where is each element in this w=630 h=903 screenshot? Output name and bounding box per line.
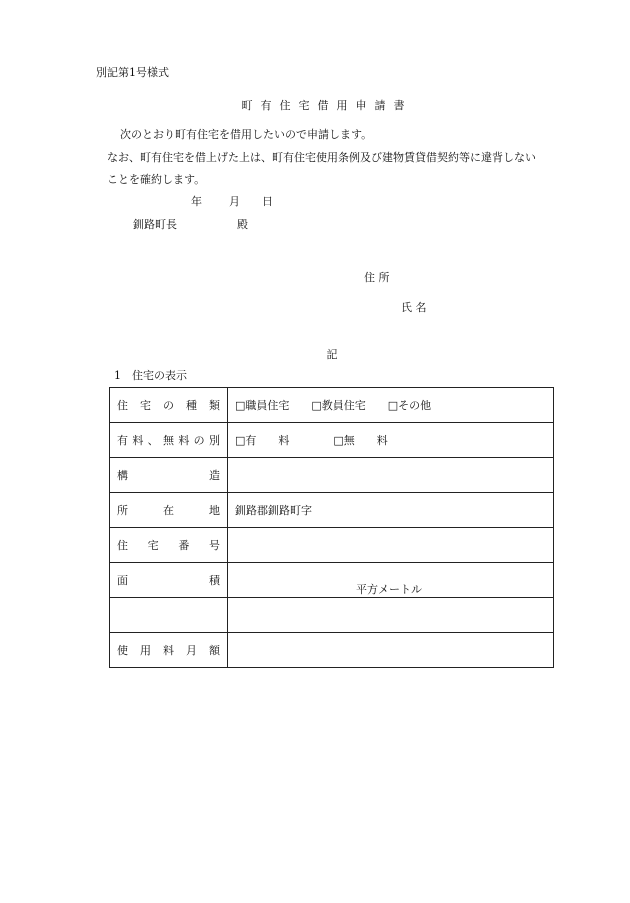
- form-number: 別記第1号様式: [96, 66, 169, 79]
- label-char: 月: [186, 644, 197, 657]
- label-char: 別: [208, 434, 220, 447]
- label-char: 住: [117, 539, 128, 552]
- label-char: の: [193, 434, 205, 447]
- table-row: [110, 458, 554, 493]
- addressee: 釧路町長: [133, 218, 177, 231]
- table-row: [110, 388, 554, 423]
- label-char: 造: [209, 469, 220, 482]
- label-char: 所: [117, 504, 128, 517]
- row-value[interactable]: [228, 493, 554, 528]
- row-value[interactable]: [228, 528, 554, 563]
- value-text: 釧路郡釧路町字: [235, 504, 312, 517]
- house-details-table: [109, 387, 554, 668]
- label-char: 料: [178, 434, 190, 447]
- label-char: 使: [117, 644, 128, 657]
- label-char: 積: [209, 574, 220, 587]
- row-value[interactable]: [228, 423, 554, 458]
- row-value[interactable]: [228, 388, 554, 423]
- applicant-address-label: 住 所: [364, 271, 390, 284]
- area-unit: 平方メートル: [356, 583, 422, 596]
- value-text: □有 料 □無 料: [235, 434, 388, 447]
- row-value[interactable]: [228, 598, 554, 633]
- row-label: [110, 388, 228, 423]
- label-char: 料: [163, 644, 174, 657]
- value-text: □職員住宅 □教員住宅 □その他: [235, 399, 432, 412]
- label-char: 額: [209, 644, 220, 657]
- row-label: [110, 458, 228, 493]
- table-row: [110, 493, 554, 528]
- intro-line-1: 次のとおり町有住宅を借用したいので申請します。: [120, 128, 373, 141]
- label-char: 料: [132, 434, 144, 447]
- row-label: [110, 633, 228, 668]
- label-char: の: [163, 399, 174, 412]
- label-char: 号: [208, 539, 220, 552]
- table-row: [110, 633, 554, 668]
- label-char: 無: [162, 434, 174, 447]
- row-value[interactable]: [228, 563, 554, 598]
- date-month-label: 月: [229, 195, 240, 208]
- row-value[interactable]: [228, 633, 554, 668]
- table-row: [110, 598, 554, 633]
- label-char: 有: [117, 434, 128, 447]
- label-char: 宅: [147, 539, 159, 552]
- row-label: [110, 528, 228, 563]
- label-char: 、: [147, 434, 159, 447]
- label-char: 住: [117, 399, 128, 412]
- label-char: 宅: [140, 399, 151, 412]
- date-day-label: 日: [262, 195, 273, 208]
- label-char: 在: [163, 504, 174, 517]
- row-label: [110, 563, 228, 598]
- label-char: 類: [209, 399, 220, 412]
- section-heading: 1 住宅の表示: [114, 369, 187, 382]
- label-char: 地: [209, 504, 220, 517]
- date-year-label: 年: [191, 195, 202, 208]
- ki-heading: 記: [326, 348, 338, 361]
- table-row: [110, 423, 554, 458]
- applicant-name-label: 氏 名: [401, 301, 427, 314]
- row-label: [110, 598, 228, 633]
- table-row: [110, 528, 554, 563]
- row-label: [110, 493, 228, 528]
- table-row: [110, 563, 554, 598]
- intro-line-2: なお、町有住宅を借上げた上は、町有住宅使用条例及び建物賃貸借契約等に違背しない: [107, 151, 536, 164]
- intro-line-3: ことを確約します。: [107, 173, 206, 186]
- document-title: 町有住宅借用申請書: [241, 99, 413, 112]
- row-value[interactable]: [228, 458, 554, 493]
- honorific: 殿: [237, 218, 248, 231]
- label-char: 構: [117, 469, 128, 482]
- label-char: 用: [140, 644, 151, 657]
- label-char: 種: [186, 399, 197, 412]
- row-label: [110, 423, 228, 458]
- label-char: 面: [117, 574, 128, 587]
- label-char: 番: [178, 539, 190, 552]
